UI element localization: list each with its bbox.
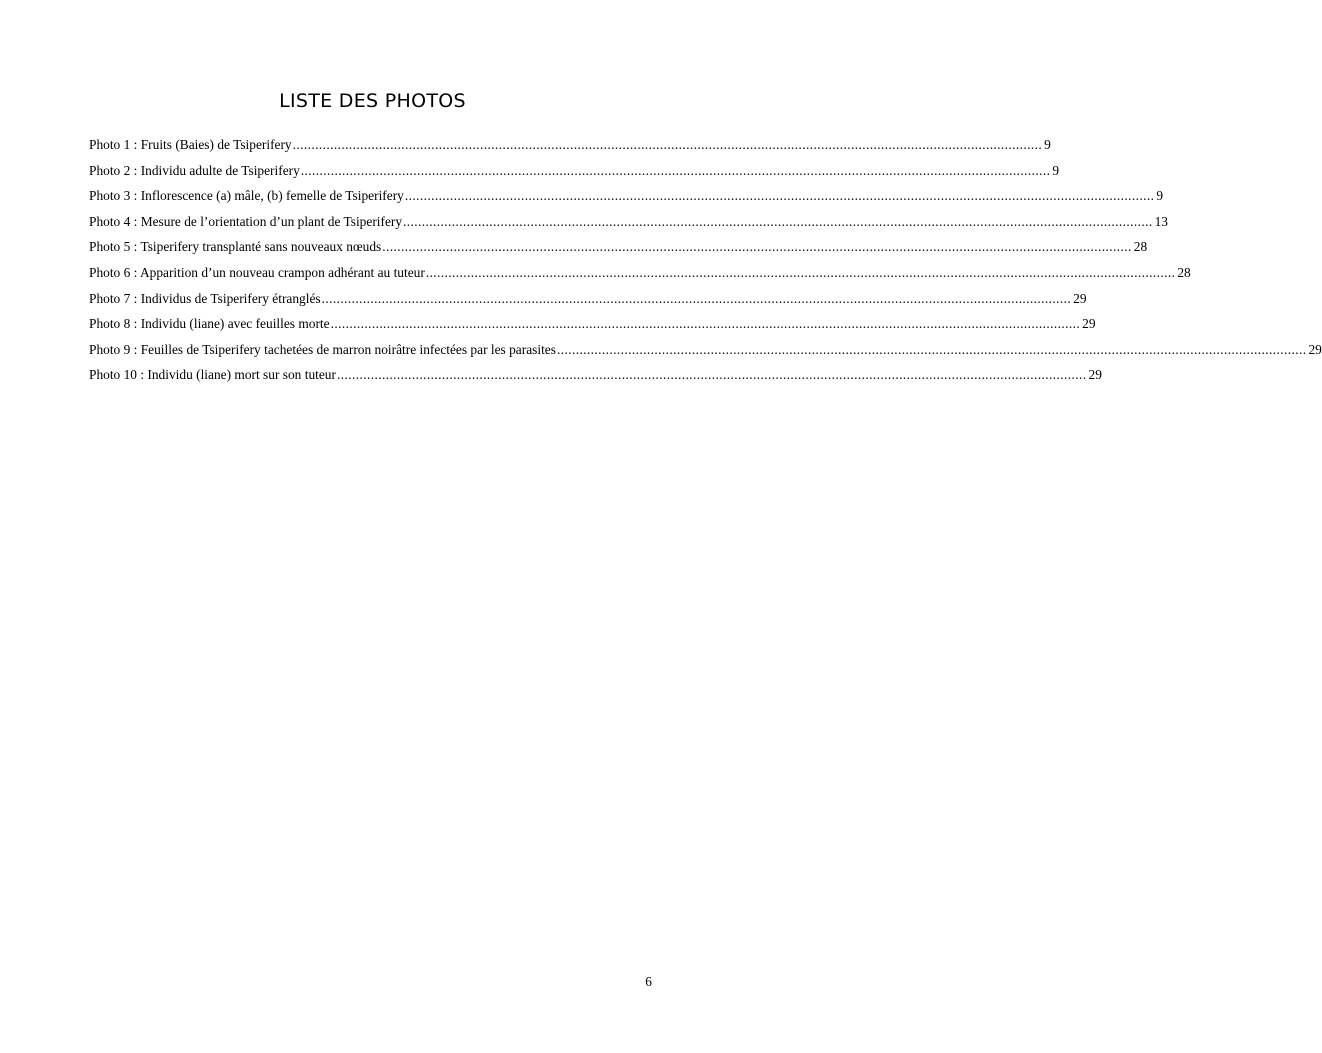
toc-entry-page: 9 xyxy=(1044,137,1051,152)
dot-leader: ........................................................................................................................................................................................................ xyxy=(404,188,1155,204)
toc-entry-title: Photo 6 : Apparition d’un nouveau crampon adhérant au tuteur xyxy=(89,264,425,280)
toc-entry-title: Photo 5 : Tsiperifery transplanté sans nouveaux nœuds xyxy=(89,239,382,255)
dot-leader: ........................................................................................................................................................................................................ xyxy=(382,239,1132,255)
toc-entry-page: 29 xyxy=(1073,290,1087,306)
toc-entry-title: Photo 7 : Individus de Tsiperifery étranglés xyxy=(89,290,321,306)
dot-leader: ........................................................................................................................................................................................................ xyxy=(330,316,1081,332)
toc-entry[interactable] xyxy=(89,183,1164,209)
toc-entry[interactable] xyxy=(89,209,1168,235)
dot-leader: ........................................................................................................................................................................................................ xyxy=(556,341,1307,357)
toc-entry-title: Photo 9 : Feuilles de Tsiperifery tachetées de marron noirâtre infectées par les parasites xyxy=(89,341,556,357)
toc-entry[interactable] xyxy=(89,158,1060,184)
dot-leader: ........................................................................................................................................................................................................ xyxy=(403,213,1153,229)
toc-entry[interactable] xyxy=(89,337,1322,363)
dot-leader: ........................................................................................................................................................................................................ xyxy=(300,162,1051,178)
toc-entry-page: 29 xyxy=(1088,367,1102,383)
toc-entry-title: Photo 2 : Individu adulte de Tsiperifery xyxy=(89,162,300,178)
toc-entry-page: 29 xyxy=(1308,341,1322,357)
toc-entry-title: Photo 4 : Mesure de l’orientation d’un plant de Tsiperifery xyxy=(89,213,403,229)
toc-entry-title: Photo 3 : Inflorescence (a) mâle, (b) femelle de Tsiperifery xyxy=(89,188,404,204)
toc-entry-page: 29 xyxy=(1082,316,1096,332)
toc-entry[interactable] xyxy=(89,260,1191,286)
dot-leader: ........................................................................................................................................................................................................ xyxy=(321,290,1072,306)
page-title: LISTE DES PHOTOS xyxy=(279,90,466,112)
toc-entry[interactable] xyxy=(89,234,1148,260)
toc-entry[interactable] xyxy=(89,286,1087,312)
toc-entry-page: 9 xyxy=(1052,162,1060,178)
list-of-photos xyxy=(89,132,1322,388)
toc-entry[interactable] xyxy=(89,132,1051,158)
toc-entry-page: 9 xyxy=(1156,188,1164,204)
toc-entry[interactable] xyxy=(89,362,1102,388)
toc-entry-page: 13 xyxy=(1154,213,1168,229)
dot-leader: ........................................................................................................................................................................................................ xyxy=(336,367,1087,383)
toc-entry-title: Photo 1 : Fruits (Baies) de Tsiperifery xyxy=(89,137,292,152)
dot-leader: ........................................................................................................................................................................................................ xyxy=(425,264,1176,280)
toc-entry-title: Photo 8 : Individu (liane) avec feuilles morte xyxy=(89,316,330,332)
toc-entry-page: 28 xyxy=(1177,264,1191,280)
toc-entry-title: Photo 10 : Individu (liane) mort sur son tuteur xyxy=(89,367,336,383)
page-number: 6 xyxy=(645,974,652,989)
dot-leader: ........................................................................................................................................................................................................ xyxy=(292,137,1043,152)
toc-entry-page: 28 xyxy=(1133,239,1148,255)
toc-entry[interactable] xyxy=(89,311,1096,337)
